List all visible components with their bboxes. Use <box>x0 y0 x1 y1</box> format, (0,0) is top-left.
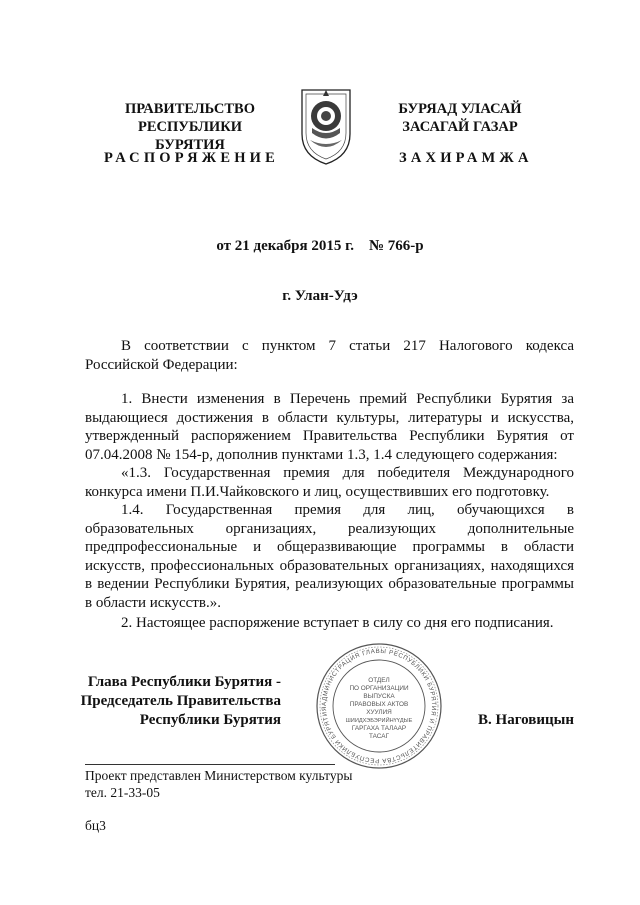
footer-note <box>85 767 352 801</box>
document-date-number: от 21 декабря 2015 г. № 766-р <box>216 238 424 254</box>
stamp-ring-text: АДМИНИСТРАЦИЯ ГЛАВЫ РЕСПУБЛИКИ БУРЯТИЯ И ПРАВИТЕЛЬСТВА РЕСПУБЛИКИ БУРЯТИЯ <box>320 647 438 765</box>
stamp-inner-line: ТАСАГ <box>368 733 390 740</box>
body-paragraph: «1.3. Государственная премия для победителя Международного конкурса имени П.И.Чайковского и лиц, осуществивших его подготовку. <box>85 465 574 500</box>
stamp-inner-line: ПРАВОВЫХ АКТОВ <box>349 701 409 708</box>
footer-project-line: Проект представлен Министерством культуры <box>85 768 353 783</box>
stamp-inner-line: ГАРГАХА ТАЛААР <box>351 725 407 732</box>
paragraph-preamble <box>85 337 574 374</box>
header-right-line-1: БУРЯАД УЛАСАЙ <box>398 101 522 117</box>
coat-of-arms-emblem <box>296 86 356 166</box>
document-type-bua: ЗАХИРАМЖА <box>399 150 533 166</box>
stamp-inner-line: ОТДЕЛ <box>368 677 390 684</box>
footer-phone-line: тел. 21-33-05 <box>85 785 160 800</box>
body-paragraph: 1.4. Государственная премия для лиц, обучающихся в образовательных организациях, реализующих дополнительные предпрофессиональные и общеразвивающие программы в области искусств, профессиональных образовательных организациях, находящихся в ведении Республики Бурятия, реализующих образовательные программы в области искусств.». <box>85 502 574 611</box>
signatory-name: В. Наговицын <box>478 712 574 728</box>
header-right <box>385 100 535 136</box>
signature-line-3: Республики Бурятия <box>139 712 281 728</box>
header-left-line-1: ПРАВИТЕЛЬСТВО <box>125 101 255 117</box>
body-paragraph: 2. Настоящее распоряжение вступает в силу со дня его подписания. <box>121 615 554 631</box>
footer-divider <box>85 764 335 765</box>
official-stamp <box>314 641 444 771</box>
header-left <box>105 100 275 154</box>
paragraph-item-2 <box>85 614 574 633</box>
header-left-line-2: РЕСПУБЛИКИ БУРЯТИЯ <box>137 119 243 153</box>
document-city: г. Улан-Удэ <box>282 288 358 304</box>
body-paragraph: В соответствии с пунктом 7 статьи 217 Налогового кодекса Российской Федерации: <box>85 338 574 373</box>
document-type-ru: РАСПОРЯЖЕНИЕ <box>104 150 280 166</box>
stamp-inner-line: ШИИДХЭБЭРИЙНҮҮДЫЕ <box>345 718 413 724</box>
stamp-inner-line: ХУУЛИЯ <box>366 709 392 716</box>
body-paragraph: 1. Внести изменения в Перечень премий Республики Бурятия за выдающиеся достижения в области культуры, литературы и искусства, утвержденный распоряжением Правительства Республики Бурятия от 07.04.2008 № 154-р, дополнив пунктами 1.3, 1.4 следующего содержания: <box>85 391 574 463</box>
stamp-inner-line: ВЫПУСКА <box>363 693 395 700</box>
signature-position <box>60 673 281 730</box>
header-right-line-2: ЗАСАГАЙ ГАЗАР <box>402 119 518 135</box>
paragraph-item-1 <box>85 390 574 612</box>
stamp-inner-line: ПО ОРГАНИЗАЦИИ <box>349 685 409 692</box>
signature-line-1: Глава Республики Бурятия - <box>87 674 281 690</box>
footer-code: бц3 <box>85 818 106 833</box>
signature-line-2: Председатель Правительства <box>80 693 281 709</box>
